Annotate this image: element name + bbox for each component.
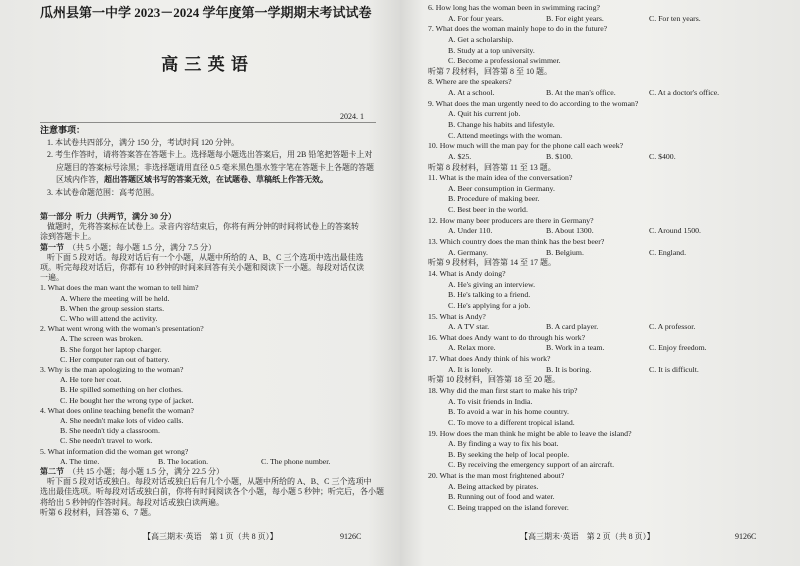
- question-16-option-b: B. Work in a team.: [546, 343, 605, 353]
- section-2-detail: （共 15 小题；每小题 1.5 分，满分 22.5 分）: [68, 467, 224, 477]
- question-13-option-b: B. Belgium.: [546, 247, 584, 257]
- note-item-1: 1. 本试卷共四部分，满分 150 分，考试时间 120 分钟。: [47, 138, 239, 147]
- question-15-stem: 15. What is Andy?: [428, 311, 486, 321]
- question-8-options: [428, 88, 793, 99]
- question-17-stem: 17. What does Andy think of his work?: [428, 354, 551, 364]
- question-3-option-a: A. He tore her coat.: [60, 375, 122, 385]
- section-2-instruction-line-3: 将给出 5 秒钟的作答时间。每段对话或独白读两遍。: [40, 497, 224, 507]
- material-8-note: 听第 8 段材料，回答第 11 至 13 题。: [428, 162, 556, 172]
- note-item-2-line-1: 2. 考生作答时，请将答案答在答题卡上。选择题每小题选出答案后，用 2B 铅笔把答题卡上对: [47, 150, 373, 160]
- question-7-option-b: B. Study at a top university.: [448, 45, 535, 55]
- part-1-title: 听力（共两节，满分 30 分）: [76, 212, 176, 221]
- question-1-option-b: B. When the group session starts.: [60, 303, 165, 313]
- question-7-option-c: C. Become a professional swimmer.: [448, 56, 561, 66]
- material-9-note: 听第 9 段材料，回答第 14 至 17 题。: [428, 258, 556, 268]
- question-6-option-c: C. For ten years.: [649, 13, 701, 23]
- question-8-option-c: C. At a doctor's office.: [649, 88, 720, 98]
- question-5-options: [40, 457, 395, 467]
- question-8-option-b: B. At the man's office.: [546, 88, 616, 98]
- question-16-options: [428, 343, 793, 354]
- question-17-option-a: A. It is lonely.: [448, 364, 493, 374]
- question-12-stem: 12. How many beer producers are there in Germany?: [428, 215, 594, 225]
- exam-date: 2024. 1: [340, 112, 364, 121]
- question-1-option-c: C. Who will attend the activity.: [60, 314, 158, 324]
- part-1-heading: [40, 212, 395, 222]
- question-17-option-b: B. It is boring.: [546, 364, 592, 374]
- question-14-option-b: B. He's talking to a friend.: [448, 290, 531, 300]
- question-12-option-a: A. Under 110.: [448, 226, 493, 236]
- question-3-option-c: C. He bought her the wrong type of jacket.: [60, 395, 194, 405]
- question-17-option-c: C. It is difficult.: [649, 364, 699, 374]
- question-4-stem: 4. What does online teaching benefit the woman?: [40, 405, 195, 415]
- question-15-option-b: B. A card player.: [546, 322, 599, 332]
- question-7-option-a: A. Get a scholarship.: [448, 34, 514, 44]
- question-10-option-a: A. $25.: [448, 151, 472, 161]
- question-13-options: [428, 248, 793, 259]
- subject-title: 高 三 英 语: [161, 55, 249, 74]
- question-3-stem: 3. Why is the man apologizing to the woman?: [40, 365, 184, 375]
- question-4-option-a: A. She needn't make lots of video calls.: [60, 416, 184, 426]
- question-14-option-a: A. He's giving an interview.: [448, 279, 536, 289]
- question-7-stem: 7. What does the woman mainly hope to do in the future?: [428, 24, 608, 34]
- listening-part-page-2: [428, 3, 793, 514]
- question-18-option-c: C. To move to a different tropical island.: [448, 417, 575, 427]
- question-2-option-c: C. Her computer ran out of battery.: [60, 354, 170, 364]
- note-item-2-emphasis: 超出答题区域书写的答案无效，在试题卷、草稿纸上作答无效。: [104, 175, 328, 185]
- notes-list: [40, 137, 395, 199]
- question-9-option-b: B. Change his habits and lifestyle.: [448, 120, 555, 130]
- part-1-intro-line-1: 做题时，先将答案标在试卷上。录音内容结束后，你将有两分钟的时间将试卷上的答案转: [47, 222, 359, 232]
- section-2-label: 第二节: [40, 467, 64, 477]
- section-1-instruction-line-1: 听下面 5 段对话。每段对话后有一个小题，从题中所给的 A、B、C 三个选项中选出最佳选: [47, 252, 364, 262]
- question-12-option-b: B. About 1300.: [546, 226, 594, 236]
- question-18-option-b: B. To avoid a war in his home country.: [448, 407, 569, 417]
- question-2-option-b: B. She forgot her laptop charger.: [60, 344, 162, 354]
- question-10-option-c: C. $400.: [649, 151, 676, 161]
- question-6-stem: 6. How long has the woman been in swimming racing?: [428, 3, 600, 12]
- question-12-options: [428, 226, 793, 237]
- question-20-option-a: A. Being attacked by pirates.: [448, 481, 539, 491]
- question-13-option-a: A. Germany.: [448, 247, 488, 257]
- question-5-option-b: B. The location.: [158, 456, 209, 466]
- section-2-instruction-line-2: 选出最佳选项。听每段对话或独白前，你将有时间阅读各个小题，每小题 5 秒钟；听完后，各小题: [40, 487, 384, 497]
- question-5-option-c: C. The phone number.: [261, 456, 331, 466]
- question-17-options: [428, 365, 793, 376]
- question-14-option-c: C. He's applying for a job.: [448, 300, 531, 310]
- question-19-option-c: C. By receiving the emergency support of an aircraft.: [448, 460, 615, 470]
- page-2-footer-label: 【高三期末·英语 第 2 页（共 8 页）】: [520, 532, 655, 541]
- section-2-heading: [40, 467, 395, 477]
- exam-title: 瓜州县第一中学 2023－2024 学年度第一学期期末考试试卷: [40, 5, 372, 20]
- exam-page-2: [400, 0, 800, 566]
- question-10-option-b: B. $100.: [546, 151, 573, 161]
- question-1-stem: 1. What does the man want the woman to tell him?: [40, 283, 199, 293]
- section-1-instruction-line-2: 项。听完每段对话后，你都有 10 秒钟的时间来回答有关小题和阅读下一小题。每段对话仅读: [40, 263, 364, 273]
- material-10-note: 听第 10 段材料，回答第 18 至 20 题。: [428, 375, 560, 385]
- question-8-stem: 8. Where are the speakers?: [428, 77, 512, 87]
- question-11-option-a: A. Beer consumption in Germany.: [448, 183, 555, 193]
- question-6-option-b: B. For eight years.: [546, 13, 604, 23]
- note-item-3: 3. 本试卷命题范围：高考范围。: [47, 187, 159, 197]
- question-15-option-c: C. A professor.: [649, 322, 696, 332]
- question-9-option-c: C. Attend meetings with the woman.: [448, 130, 563, 140]
- question-15-options: [428, 322, 793, 333]
- question-8-option-a: A. At a school.: [448, 88, 495, 98]
- question-11-option-c: C. Best beer in the world.: [448, 205, 528, 215]
- question-2-stem: 2. What went wrong with the woman's presentation?: [40, 324, 204, 334]
- question-5-option-a: A. The time.: [60, 456, 100, 466]
- question-11-option-b: B. Procedure of making beer.: [448, 194, 540, 204]
- question-13-stem: 13. Which country does the man think has the best beer?: [428, 237, 605, 247]
- question-10-stem: 10. How much will the man pay for the phone call each week?: [428, 141, 624, 151]
- question-13-option-c: C. England.: [649, 247, 687, 257]
- material-6-note: 听第 6 段材料，回答第 6、7 题。: [40, 507, 156, 517]
- header-divider: [40, 122, 376, 123]
- question-15-option-a: A. A TV star.: [448, 322, 490, 332]
- question-18-option-a: A. To visit friends in India.: [448, 396, 533, 406]
- question-10-options: [428, 152, 793, 163]
- question-19-option-b: B. By seeking the help of local people.: [448, 449, 570, 459]
- question-20-stem: 20. What is the man most frightened about?: [428, 471, 565, 481]
- question-6-options: [428, 14, 793, 25]
- listening-part-page-1: [40, 212, 395, 518]
- question-3-option-b: B. He spilled something on her clothes.: [60, 385, 183, 395]
- question-19-option-a: A. By finding a way to fix his boat.: [448, 439, 559, 449]
- material-7-note: 听第 7 段材料，回答第 8 至 10 题。: [428, 66, 552, 76]
- part-1-label: 第一部分: [40, 212, 72, 221]
- question-18-stem: 18. Why did the man first start to make his trip?: [428, 385, 578, 395]
- question-16-stem: 16. What does Andy want to do through his work?: [428, 332, 586, 342]
- section-1-detail: （共 5 小题；每小题 1.5 分，满分 7.5 分）: [68, 242, 216, 252]
- question-11-stem: 11. What is the main idea of the conversation?: [428, 173, 573, 183]
- question-20-option-b: B. Running out of food and water.: [448, 492, 555, 502]
- question-6-option-a: A. For four years.: [448, 13, 504, 23]
- note-item-2-text: 区域内作答，: [56, 175, 104, 185]
- question-9-option-a: A. Quit his current job.: [448, 109, 521, 119]
- question-1-option-a: A. Where the meeting will be held.: [60, 293, 170, 303]
- section-1-label: 第一节: [40, 242, 64, 252]
- question-20-option-c: C. Being trapped on the island forever.: [448, 502, 569, 512]
- note-item-2-line-2: 应题目的答案标号涂黑；非选择题请用直径 0.5 毫米黑色墨水签字笔在答题卡上各题的答题: [56, 162, 374, 172]
- section-2-instruction-line-1: 听下面 5 段对话或独白。每段对话或独白后有几个小题，从题中所给的 A、B、C 三个选项中: [47, 477, 372, 487]
- question-2-option-a: A. The screen was broken.: [60, 334, 143, 344]
- question-16-option-c: C. Enjoy freedom.: [649, 343, 707, 353]
- section-1-instruction-line-3: 一遍。: [40, 273, 64, 283]
- section-1-heading: [40, 243, 395, 253]
- notes-heading: 注意事项：: [40, 125, 86, 135]
- question-14-stem: 14. What is Andy doing?: [428, 268, 506, 278]
- page-1-footer-label: 【高三期末·英语 第 1 页（共 8 页）】: [143, 532, 278, 541]
- question-5-stem: 5. What information did the woman get wrong?: [40, 446, 189, 456]
- question-16-option-a: A. Relax more.: [448, 343, 496, 353]
- question-9-stem: 9. What does the man urgently need to do according to the woman?: [428, 98, 639, 108]
- question-4-option-c: C. She needn't travel to work.: [60, 436, 153, 446]
- question-12-option-c: C. Around 1500.: [649, 226, 701, 236]
- note-item-2-line-3: [40, 174, 395, 186]
- question-19-stem: 19. How does the man think he might be able to leave the island?: [428, 428, 632, 438]
- page-1-footer-code: 9126C: [340, 532, 362, 541]
- page-2-footer-code: 9126C: [735, 532, 757, 541]
- part-1-intro-line-2: 涂到答题卡上。: [40, 232, 96, 242]
- question-4-option-b: B. She needn't tidy a classroom.: [60, 426, 160, 436]
